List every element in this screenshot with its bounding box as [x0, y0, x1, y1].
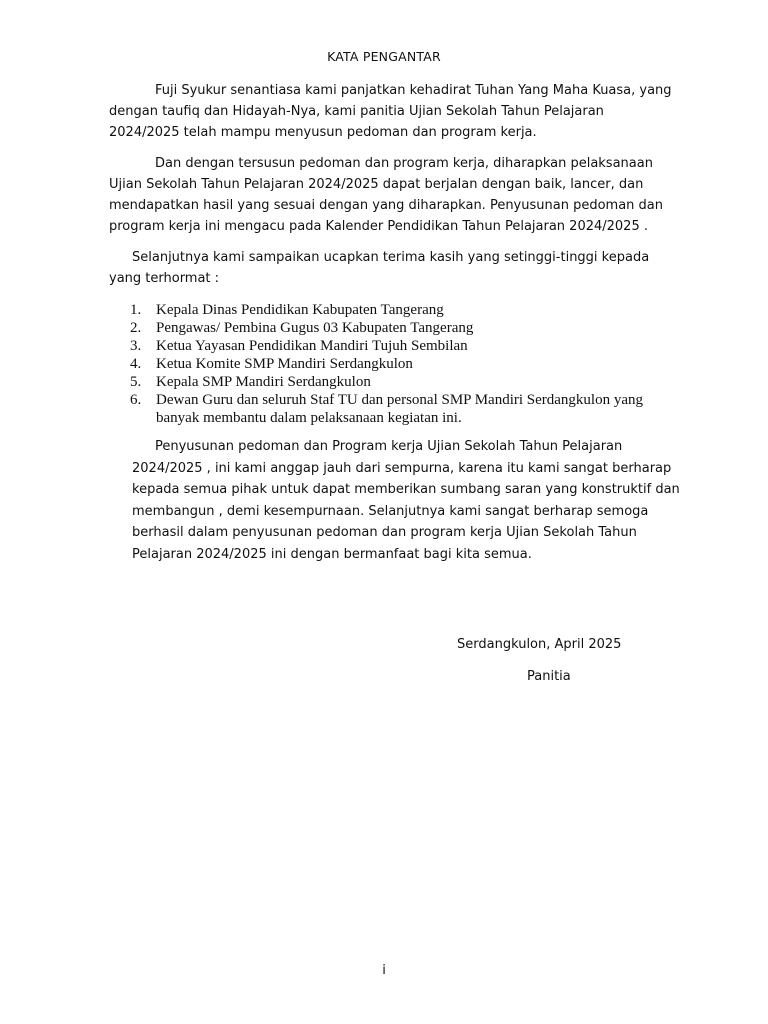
- paragraph-text: Dan dengan tersusun pedoman dan program kerja, diharapkan pelaksanaan Ujian Sekolah Tahun Pelajaran 2024/2025 dapat berjalan dengan baik, lancer, dan mendapatkan hasil yang sesuai dengan yang diharapkan. Penyusunan pedoman dan program kerja ini mengacu pada Kalender Pendidikan Tahun Pelajaran 2024/2025 .: [109, 156, 663, 234]
- list-number: 2.: [130, 320, 142, 336]
- place-date: Serdangkulon, April 2025: [457, 637, 622, 652]
- paragraph-purpose: [109, 153, 677, 237]
- page-number: i: [382, 963, 386, 978]
- list-item: [130, 355, 690, 373]
- list-number: 5.: [130, 374, 142, 390]
- list-text: Ketua Yayasan Pendidikan Mandiri Tujuh Sembilan: [156, 338, 468, 354]
- list-item: [130, 319, 690, 337]
- list-item: [130, 391, 690, 427]
- paragraph-thanks-intro: [109, 247, 677, 289]
- page-title: KATA PENGANTAR: [327, 49, 441, 64]
- list-text: Kepala SMP Mandiri Serdangkulon: [156, 374, 371, 390]
- paragraph-gratitude: [109, 80, 677, 143]
- list-number: 1.: [130, 302, 142, 318]
- list-text: Kepala Dinas Pendidikan Kabupaten Tangerang: [156, 302, 444, 318]
- signatory: Panitia: [527, 669, 571, 684]
- list-text: Ketua Komite SMP Mandiri Serdangkulon: [156, 356, 413, 372]
- paragraph-text: Penyusunan pedoman dan Program kerja Ujian Sekolah Tahun Pelajaran 2024/2025 , ini kami anggap jauh dari sempurna, karena itu kami sangat berharap kepada semua pihak untuk dapat memberikan sumbang saran yang konstruktif dan membangun , demi kesempurnaan. Selanjutnya kami sangat berharap semoga berhasil dalam penyusunan pedoman dan program kerja Ujian Sekolah Tahun Pelajaran 2024/2025 ini dengan bermanfaat bagi kita semua.: [132, 439, 680, 562]
- paragraph-closing: [132, 436, 682, 565]
- list-item: [130, 373, 690, 391]
- list-number: 3.: [130, 338, 142, 354]
- list-item: [130, 337, 690, 355]
- recipient-list: [130, 301, 690, 427]
- paragraph-text: Fuji Syukur senantiasa kami panjatkan kehadirat Tuhan Yang Maha Kuasa, yang dengan taufiq dan Hidayah-Nya, kami panitia Ujian Sekolah Tahun Pelajaran 2024/2025 telah mampu menyusun pedoman dan program kerja.: [109, 83, 672, 140]
- list-text: Pengawas/ Pembina Gugus 03 Kabupaten Tangerang: [156, 320, 474, 336]
- list-number: 6.: [130, 392, 142, 408]
- list-text: Dewan Guru dan seluruh Staf TU dan personal SMP Mandiri Serdangkulon yang banyak membantu dalam pelaksanaan kegiatan ini.: [156, 392, 644, 426]
- paragraph-text: Selanjutnya kami sampaikan ucapkan terima kasih yang setinggi-tinggi kepada yang terhormat :: [109, 250, 650, 286]
- list-number: 4.: [130, 356, 142, 372]
- list-item: [130, 301, 690, 319]
